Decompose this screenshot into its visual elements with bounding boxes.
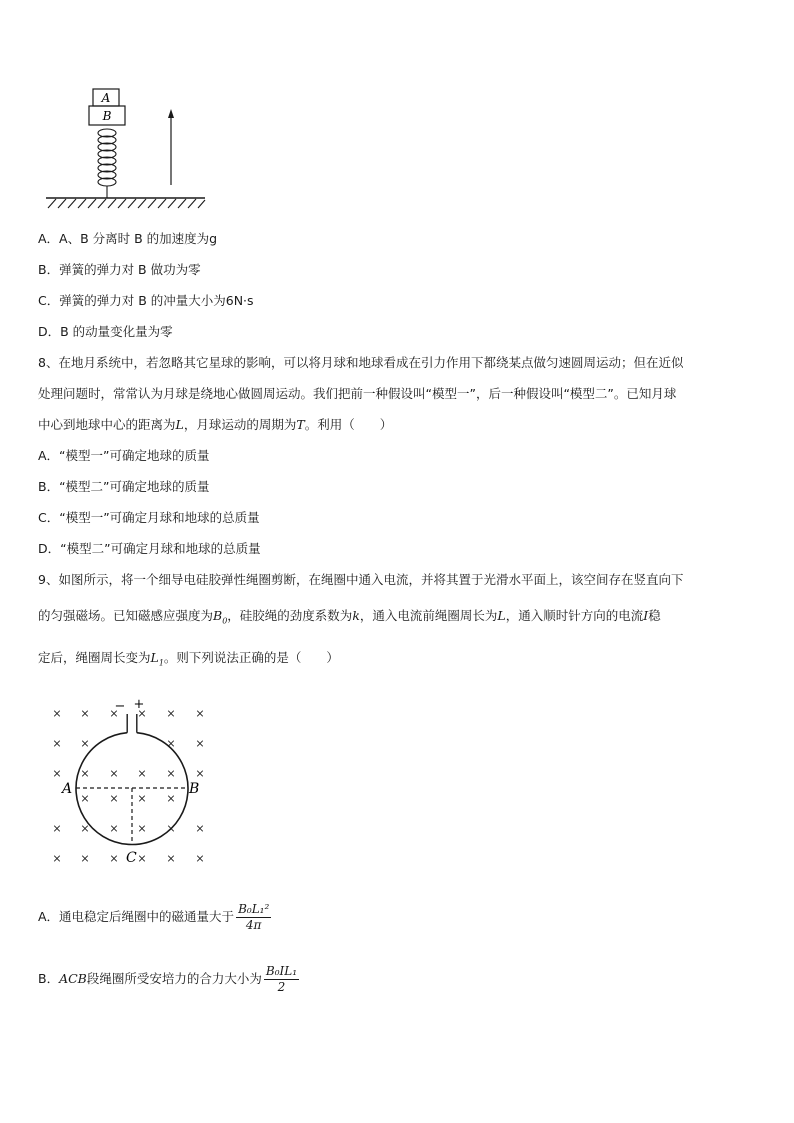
- var-k: k: [352, 608, 360, 623]
- svg-text:×: ×: [195, 767, 205, 780]
- svg-text:×: ×: [137, 822, 147, 835]
- q8-stem-line-2: 处理问题时，常常认为月球是绕地心做圆周运动。我们把前一种假设叫“模型一”，后一种假设叫“模型二”。已知月球: [38, 386, 677, 401]
- terminal-plus-label: +: [133, 697, 145, 712]
- var-l: L: [175, 417, 184, 432]
- svg-text:×: ×: [109, 707, 119, 720]
- svg-text:×: ×: [195, 822, 205, 835]
- svg-text:×: ×: [166, 707, 176, 720]
- svg-text:×: ×: [52, 707, 62, 720]
- svg-text:×: ×: [109, 822, 119, 835]
- coil-magnetic-field-figure: [40, 692, 230, 877]
- q8-option-b: B．“模型二”可确定地球的质量: [38, 479, 210, 494]
- var-l1: L: [150, 650, 159, 665]
- svg-text:×: ×: [137, 792, 147, 805]
- q9-option-a: A．通电稳定后绳圈中的磁通量大于 $\frac{\text{B₀L₁²}}{4\pi}$: [38, 902, 270, 932]
- q7-option-d: D．B 的动量变化量为零: [38, 324, 173, 339]
- svg-text:×: ×: [166, 822, 176, 835]
- block-a-label: A: [101, 91, 111, 105]
- var-t: T: [296, 417, 305, 432]
- svg-text:×: ×: [52, 737, 62, 750]
- q9-option-b: B．ACB段绳圈所受安培力的合力大小为 $\frac{\text{B₀IL₁}}{2}$: [38, 964, 298, 994]
- q8-option-a: A．“模型一”可确定地球的质量: [38, 448, 210, 463]
- svg-text:×: ×: [137, 767, 147, 780]
- terminal-minus-label: −: [114, 699, 126, 714]
- svg-text:×: ×: [52, 822, 62, 835]
- var-i: I: [643, 608, 649, 623]
- q8-option-d: D．“模型二”可确定月球和地球的总质量: [38, 541, 261, 556]
- q7-option-a: A．A、B 分离时 B 的加速度为g: [38, 231, 218, 246]
- var-b0: B: [213, 608, 223, 623]
- label-c: C: [126, 850, 137, 866]
- svg-text:×: ×: [109, 852, 119, 865]
- svg-text:×: ×: [137, 852, 147, 865]
- svg-text:×: ×: [52, 767, 62, 780]
- svg-text:×: ×: [166, 792, 176, 805]
- svg-text:×: ×: [109, 792, 119, 805]
- q9-stem-line-1: 9、如图所示，将一个细导电硅胶弹性绳圈剪断，在绳圈中通入电流，并将其置于光滑水平面上，该空间存在竖直向下: [38, 572, 684, 587]
- q9-stem-line-2: 的匀强磁场。已知磁感应强度为$B_0$，硅胶绳的劲度系数为k，通入电流前绳圈周长为L，通入顺时针方向的电流I稳: [38, 608, 661, 626]
- block-b-label: B: [102, 109, 112, 123]
- svg-text:×: ×: [109, 767, 119, 780]
- q7-option-c: C．弹簧的弹力对 B 的冲量大小为6N·s: [38, 293, 254, 308]
- magnetic-field-crosses: [52, 707, 204, 865]
- q8-option-c: C．“模型一”可确定月球和地球的总质量: [38, 510, 260, 525]
- label-a: A: [62, 781, 73, 797]
- svg-text:×: ×: [166, 767, 176, 780]
- force-fraction: $\frac{\text{B₀IL₁}}{2}$: [265, 964, 298, 994]
- svg-text:×: ×: [80, 822, 90, 835]
- svg-text:×: ×: [195, 852, 205, 865]
- ground: [46, 198, 205, 208]
- svg-text:×: ×: [80, 792, 90, 805]
- svg-text:×: ×: [137, 707, 147, 720]
- q9-stem-line-3: 定后，绳圈周长变为$L_1$。则下列说法正确的是（ ）: [38, 650, 339, 668]
- svg-text:×: ×: [80, 852, 90, 865]
- spring-block-figure: [40, 85, 210, 210]
- svg-text:×: ×: [166, 737, 176, 750]
- var-l: L: [497, 608, 506, 623]
- spring: [98, 129, 116, 198]
- svg-text:×: ×: [195, 737, 205, 750]
- svg-text:×: ×: [80, 707, 90, 720]
- q8-stem-line-1: 8、在地月系统中，若忽略其它星球的影响，可以将月球和地球看成在引力作用下都绕某点做匀速圆周运动；但在近似: [38, 355, 684, 370]
- q7-option-b: B．弹簧的弹力对 B 做功为零: [38, 262, 201, 277]
- flux-fraction: $\frac{\text{B₀L₁²}}{4\pi}$: [238, 902, 270, 932]
- svg-text:×: ×: [52, 852, 62, 865]
- coil-terminals: [127, 714, 137, 733]
- svg-text:×: ×: [80, 767, 90, 780]
- velocity-arrow: [168, 109, 174, 185]
- svg-text:×: ×: [80, 737, 90, 750]
- label-b: B: [189, 781, 200, 797]
- svg-text:×: ×: [195, 707, 205, 720]
- svg-text:×: ×: [166, 852, 176, 865]
- q8-stem-line-3: 中心到地球中心的距离为L，月球运动的周期为T。利用（ ）: [38, 417, 393, 432]
